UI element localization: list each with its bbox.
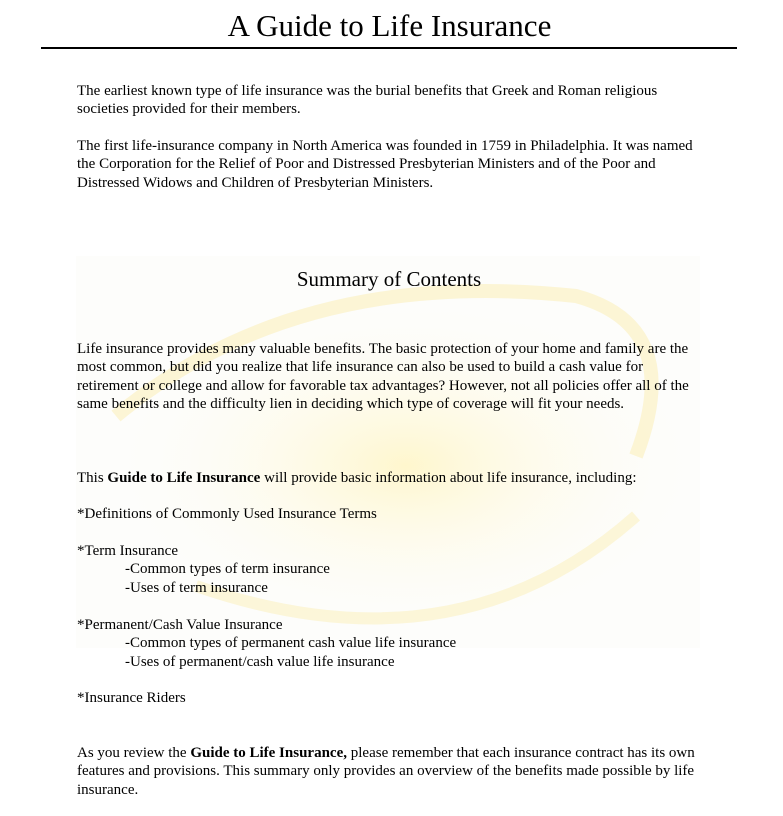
intro-paragraph-2: The first life-insurance company in North America was founded in 1759 in Philadelphia. It was named the Corporation for the Relief of Poor and Distressed Presbyterian Ministers and of the Poor and Distressed Widows and Children of Presbyterian Ministers. — [77, 138, 693, 191]
list-subitem-permanent-types: -Common types of permanent cash value life insurance — [125, 635, 457, 651]
list-item-term-insurance: *Term Insurance — [77, 543, 178, 559]
list-subitem-term-uses: -Uses of term insurance — [125, 580, 268, 596]
closing-title: Guide to Life Insurance, — [190, 745, 347, 761]
summary-paragraph: Life insurance provides many valuable benefits. The basic protection of your home and family are the most common, but did you realize that life insurance can also be used to build a cash value for retirement or college and allow for favorable tax advantages? However, not all policies offer all of the same benefits and the difficulty lien in deciding which type of coverage will fit your needs. — [77, 341, 689, 413]
list-item-insurance-riders: *Insurance Riders — [77, 690, 186, 706]
list-item-permanent-insurance: *Permanent/Cash Value Insurance — [77, 617, 283, 633]
list-subitem-permanent-uses: -Uses of permanent/cash value life insurance — [125, 654, 395, 670]
intro-paragraph-1: The earliest known type of life insurance was the burial benefits that Greek and Roman religious societies provided for their members. — [77, 83, 658, 118]
document-title: A Guide to Life Insurance — [227, 8, 552, 43]
summary-heading: Summary of Contents — [296, 267, 482, 291]
guide-intro-title: Guide to Life Insurance — [107, 470, 261, 486]
list-item-definitions: *Definitions of Commonly Used Insurance Terms — [77, 506, 377, 522]
title-underline — [41, 47, 737, 49]
list-subitem-term-types: -Common types of term insurance — [125, 561, 330, 577]
closing-paragraph — [77, 744, 707, 799]
guide-intro-suffix: will provide basic information about life insurance, including: — [260, 470, 637, 486]
guide-intro-prefix: This — [77, 470, 108, 486]
closing-suffix: please remember that each insurance contract has its own features and provisions. This summary only provides an overview of the benefits made possible by life insurance. — [77, 745, 695, 798]
guide-intro-line — [77, 469, 637, 487]
closing-prefix: As you review the — [77, 745, 191, 761]
